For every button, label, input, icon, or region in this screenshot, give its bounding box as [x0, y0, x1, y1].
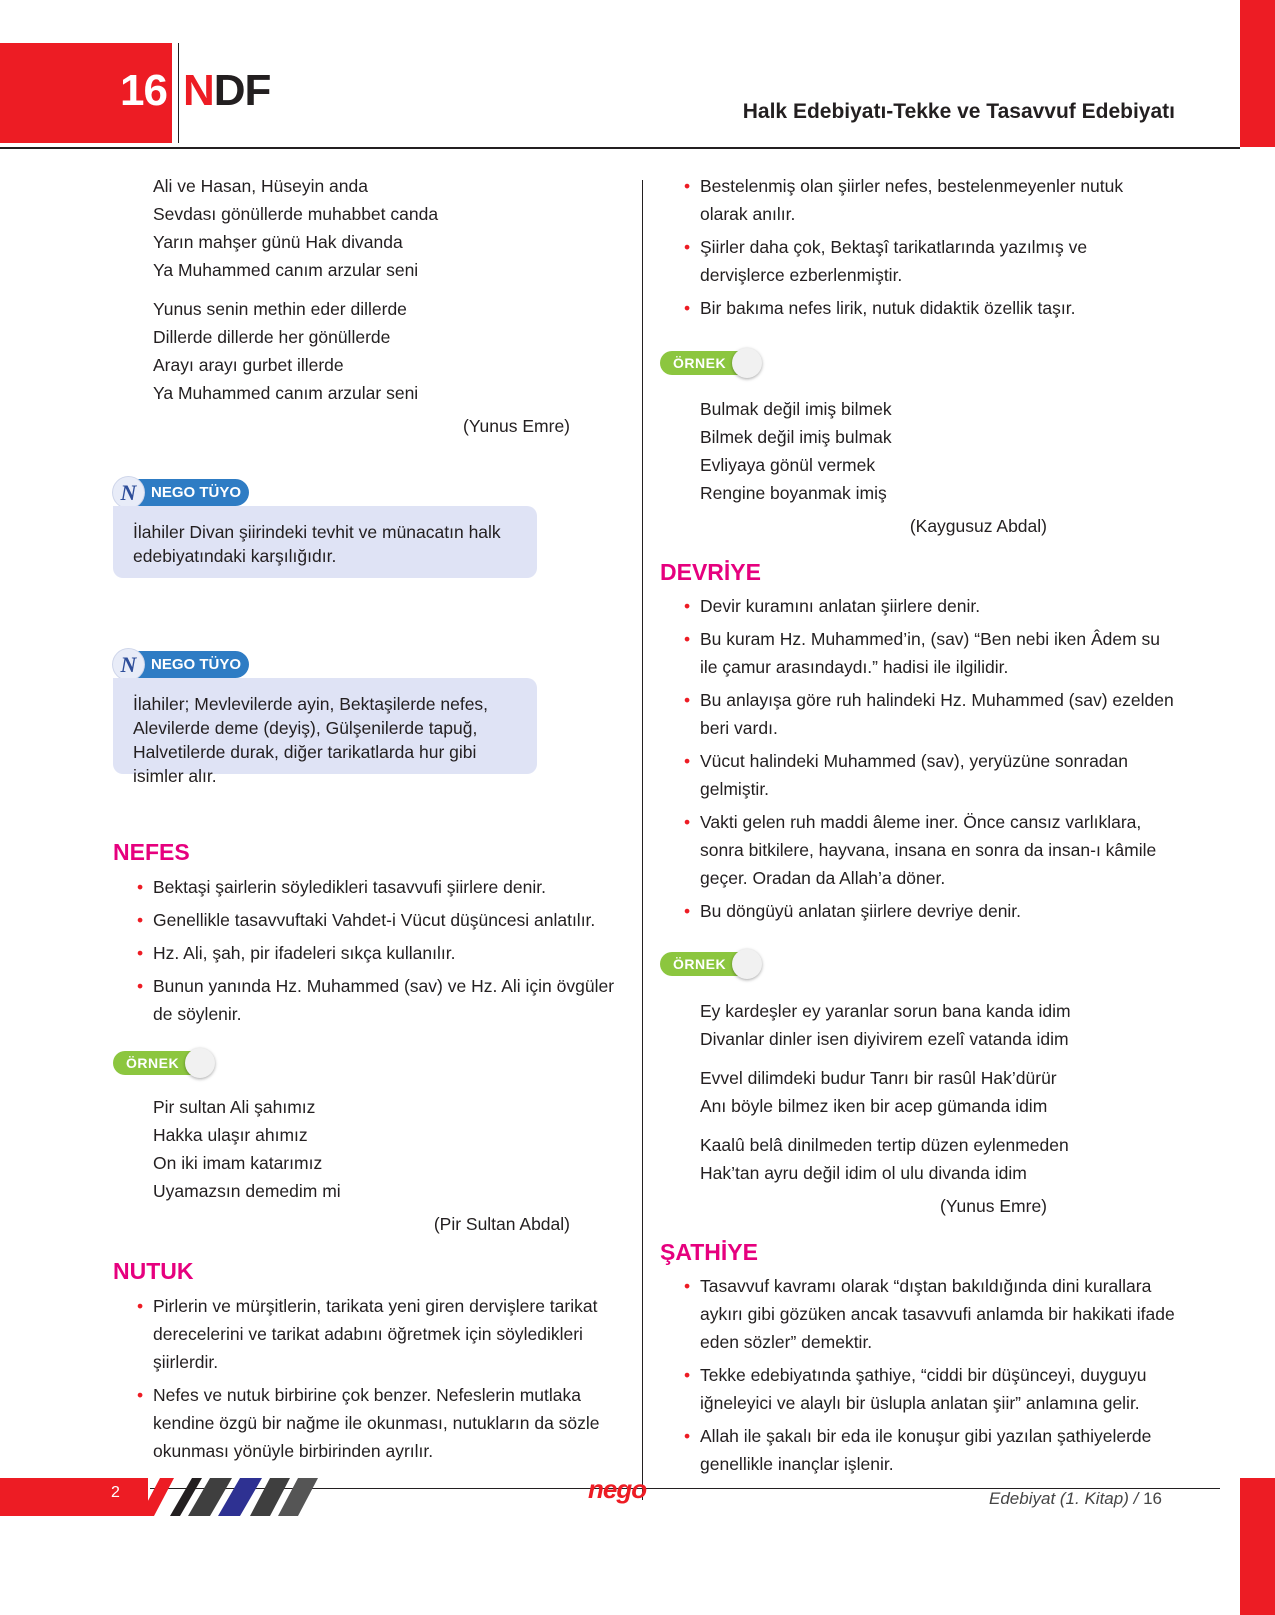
- list-item: • Bu anlayışa göre ruh halindeki Hz. Muhammed (sav) ezelden beri vardı.: [660, 686, 1175, 742]
- poem-author: (Kaygusuz Abdal): [909, 516, 1047, 536]
- list-item: • Tekke edebiyatında şathiye, “ciddi bir düşünceyi, duyguyu iğneleyici ve alaylı bir üslupla anlatan şiir” anlamına gelir.: [660, 1361, 1175, 1417]
- poem-line: Sevdası gönüllerde muhabbet canda: [153, 204, 439, 224]
- list-item: • Allah ile şakalı bir eda ile konuşur gibi yazılan şathiyelerde genellikle inançlar işlenir.: [660, 1422, 1175, 1478]
- tuyo-text: İlahiler Divan şiirindeki tevhit ve münacatın halk edebiyatındaki karşılığıdır.: [113, 506, 537, 578]
- list-item: • Vakti gelen ruh maddi âleme iner. Önce cansız varlıklara, sonra bitkilere, hayvana, insana en sonra da insan-ı kâmile geçer. Oradan da Allah’a döner.: [660, 808, 1175, 892]
- poem-line: Bilmek değil imiş bulmak: [700, 427, 892, 447]
- tuyo-label: NEGO TÜYO: [113, 479, 249, 506]
- nego-tuyo-box: [113, 479, 628, 614]
- poem-line: Bulmak değil imiş bilmek: [700, 399, 892, 419]
- list-item: • Bir bakıma nefes lirik, nutuk didaktik özellik taşır.: [660, 294, 1175, 322]
- poem-line: Arayı arayı gurbet illerde: [153, 355, 344, 375]
- right-column: [660, 172, 1175, 1483]
- section-title-nefes: NEFES: [113, 839, 190, 865]
- nefes-bullets: [113, 873, 628, 1028]
- tuyo-label: NEGO TÜYO: [113, 651, 249, 678]
- header-rule: [0, 147, 1240, 149]
- section-title-nutuk: NUTUK: [113, 1258, 194, 1284]
- toggle-knob-icon: [732, 348, 762, 378]
- list-item: • Pirlerin ve mürşitlerin, tarikata yeni giren dervişlere tarikat derecelerini ve tarikat adabını öğretmek için söyledikleri şiirlerdir.: [113, 1292, 628, 1376]
- section-title-sathiye: ŞATHİYE: [660, 1239, 758, 1265]
- list-item: • Bu kuram Hz. Muhammed’in, (sav) “Ben nebi iken Âdem su ile çamur arasındaydı.” hadisi ile ilgilidir.: [660, 625, 1175, 681]
- footer-corner-band: [1240, 1478, 1275, 1615]
- poem-line: Divanlar dinler isen diyivirem ezelî vatanda idim: [700, 1029, 1069, 1049]
- poem-line: Ali ve Hasan, Hüseyin anda: [153, 176, 368, 196]
- poem-nefes: [113, 1093, 628, 1238]
- ornek-label: ÖRNEK: [660, 351, 750, 375]
- poem-line: Hak’tan ayru değil idim ol ulu divanda idim: [700, 1163, 1027, 1183]
- footer-book-title: Edebiyat (1. Kitap): [989, 1489, 1129, 1508]
- footer-stripes-icon: [140, 1478, 320, 1516]
- ornek-badge: [113, 1045, 233, 1079]
- poem-line: Dillerde dillerde her gönüllerde: [153, 327, 391, 347]
- ornek-badge: [660, 946, 780, 980]
- poem-yunus-devriye: [660, 997, 1175, 1220]
- sathiye-bullets: [660, 1272, 1175, 1478]
- footer-separator: /: [1133, 1489, 1139, 1508]
- list-item: • Vücut halindeki Muhammed (sav), yeryüzüne sonradan gelmiştir.: [660, 747, 1175, 803]
- list-item: • Şiirler daha çok, Bektaşî tarikatlarında yazılmış ve dervişlerce ezberlenmiştir.: [660, 233, 1175, 289]
- poem-ilahi: [113, 172, 628, 440]
- ornek-badge: [660, 345, 780, 379]
- column-divider: [642, 180, 643, 1500]
- toggle-knob-icon: [185, 1048, 215, 1078]
- poem-line: Pir sultan Ali şahımız: [153, 1097, 316, 1117]
- toggle-knob-icon: [732, 949, 762, 979]
- poem-line: Ya Muhammed canım arzular seni: [153, 260, 419, 280]
- poem-author: (Pir Sultan Abdal): [433, 1214, 570, 1234]
- poem-kaygusuz: [660, 395, 1175, 540]
- left-column: [113, 172, 628, 1470]
- poem-line: Yarın mahşer günü Hak divanda: [153, 232, 403, 252]
- list-item: • Devir kuramını anlatan şiirlere denir.: [660, 592, 1175, 620]
- poem-line: Uyamazsın demedim mi: [153, 1181, 341, 1201]
- poem-line: Evvel dilimdeki budur Tanrı bir rasûl Hak’dürür: [700, 1068, 1057, 1088]
- poem-author: (Yunus Emre): [940, 1196, 1047, 1216]
- poem-line: Evliyaya gönül vermek: [700, 455, 876, 475]
- list-item: • Bunun yanında Hz. Muhammed (sav) ve Hz. Ali için övgüler de söylenir.: [113, 972, 628, 1028]
- header-page-number: 16: [120, 66, 167, 115]
- nego-logo: nego: [588, 1474, 647, 1504]
- list-item: • Tasavvuf kavramı olarak “dıştan bakıldığında dini kurallara aykırı gibi gözüken ancak tasavvufi anlamda bir hakikati ifade eden sözler” demektir.: [660, 1272, 1175, 1356]
- poem-line: Rengine boyanmak imiş: [700, 483, 887, 503]
- poem-line: Yunus senin methin eder dillerde: [153, 299, 407, 319]
- poem-line: Ey kardeşler ey yaranlar sorun bana kanda idim: [700, 1001, 1071, 1021]
- devriye-bullets: [660, 592, 1175, 925]
- tuyo-text: İlahiler; Mevlevilerde ayin, Bektaşilerde nefes, Alevilerde deme (deyiş), Gülşenilerde tapuğ, Halvetilerde durak, diğer tarikatlarda hur gibi isimler alır.: [113, 678, 537, 774]
- ornek-label: ÖRNEK: [660, 952, 750, 976]
- header-brand: [183, 66, 270, 116]
- poem-author: (Yunus Emre): [463, 416, 570, 436]
- list-item: • Genellikle tasavvuftaki Vahdet-i Vücut düşüncesi anlatılır.: [113, 906, 628, 934]
- list-item: • Bu döngüyü anlatan şiirlere devriye denir.: [660, 897, 1175, 925]
- list-item: • Nefes ve nutuk birbirine çok benzer. Nefeslerin mutlaka kendine özgü bir nağme ile okunması, nutukların da sözle okunması yönüyle birbirinden ayrılır.: [113, 1381, 628, 1465]
- brand-initial: N: [183, 66, 214, 115]
- nego-logo-icon: N: [113, 649, 144, 680]
- nego-tuyo-box: [113, 651, 628, 796]
- brand-rest: DF: [213, 66, 271, 115]
- header-divider: [178, 43, 179, 143]
- page-title: Halk Edebiyatı-Tekke ve Tasavvuf Edebiyatı: [742, 100, 1175, 123]
- poem-line: On iki imam katarımız: [153, 1153, 323, 1173]
- header-corner-band: [1240, 0, 1275, 147]
- poem-line: Hakka ulaşır ahımız: [153, 1125, 308, 1145]
- nego-logo-icon: N: [113, 477, 144, 508]
- section-title-devriye: DEVRİYE: [660, 559, 761, 585]
- poem-line: Anı böyle bilmez iken bir acep gümanda idim: [700, 1096, 1048, 1116]
- footer-book-page: 16: [1143, 1489, 1162, 1508]
- ornek-label: ÖRNEK: [113, 1051, 203, 1075]
- footer-page-number: 2: [111, 1484, 120, 1501]
- footer-red-band: [0, 1478, 148, 1516]
- list-item: • Bestelenmiş olan şiirler nefes, bestelenmeyenler nutuk olarak anılır.: [660, 172, 1175, 228]
- list-item: • Bektaşi şairlerin söyledikleri tasavvufi şiirlere denir.: [113, 873, 628, 901]
- nutuk-more-bullets: [660, 172, 1175, 322]
- footer-book: [989, 1489, 1162, 1509]
- list-item: • Hz. Ali, şah, pir ifadeleri sıkça kullanılır.: [113, 939, 628, 967]
- poem-line: Ya Muhammed canım arzular seni: [153, 383, 419, 403]
- poem-line: Kaalû belâ dinilmeden tertip düzen eylenmeden: [700, 1135, 1069, 1155]
- nutuk-bullets: [113, 1292, 628, 1465]
